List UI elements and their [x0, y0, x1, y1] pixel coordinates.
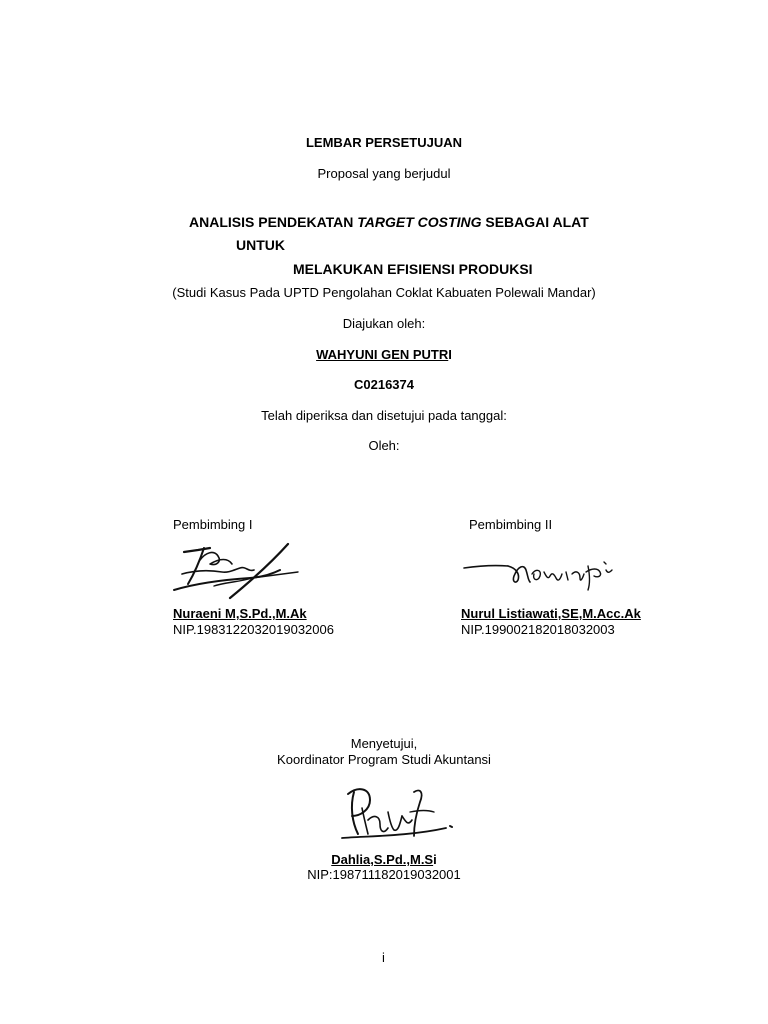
title-line-1 [189, 214, 589, 230]
supervisor-2-role: Pembimbing II [469, 517, 553, 532]
title-line-2: UNTUK [236, 237, 285, 253]
page-heading: LEMBAR PERSETUJUAN [305, 135, 462, 150]
coordinator-nip [0, 867, 768, 882]
supervisor-1-role: Pembimbing I [173, 517, 253, 532]
study-case: (Studi Kasus Pada UPTD Pengolahan Coklat Kabuaten Polewali Mandar) [172, 285, 596, 300]
supervisor-1-nip-main: NIP.198312203201903200 [173, 622, 327, 637]
coordinator-title: Koordinator Program Studi Akuntansi [277, 752, 491, 767]
supervisor-2-nip: NIP.199002182018032003 [461, 622, 615, 637]
coordinator-nip-last: 1 [453, 867, 461, 882]
title-part-1-end: SEBAGAI ALAT [481, 214, 589, 230]
page-subheading: Proposal yang berjudul [317, 166, 451, 181]
author-name-underlined: WAHYUNI GEN PUTR [316, 347, 449, 362]
student-id: C0216374 [354, 377, 414, 392]
approve-label: Menyetujui, [350, 736, 418, 751]
supervisor-2-name: Nurul Listiawati,SE,M.Acc.Ak [461, 606, 641, 621]
coordinator-name-last: i [433, 852, 437, 867]
supervisor-1-nip [173, 622, 334, 637]
author-name [0, 347, 768, 362]
submitted-by-label: Diajukan oleh: [342, 316, 426, 331]
supervisor-2-signature [462, 552, 622, 592]
title-italic: TARGET COSTING [357, 214, 482, 230]
supervisor-1-name: Nuraeni M,S.Pd.,M.Ak [173, 606, 307, 621]
coordinator-name [0, 852, 768, 867]
title-part-1: ANALISIS PENDEKATAN [189, 214, 358, 230]
by-label: Oleh: [368, 438, 400, 453]
page-number: i [382, 950, 385, 965]
supervisor-1-nip-last: 6 [326, 622, 334, 637]
supervisor-1-signature [170, 540, 305, 605]
coordinator-signature [340, 782, 460, 852]
author-name-last: I [448, 347, 452, 362]
title-line-3: MELAKUKAN EFISIENSI PRODUKSI [293, 261, 533, 277]
coordinator-name-underlined: Dahlia,S.Pd.,M.S [331, 852, 434, 867]
checked-label: Telah diperiksa dan disetujui pada tanggal: [261, 408, 507, 423]
coordinator-nip-main: NIP:19871118201903200 [307, 867, 454, 882]
